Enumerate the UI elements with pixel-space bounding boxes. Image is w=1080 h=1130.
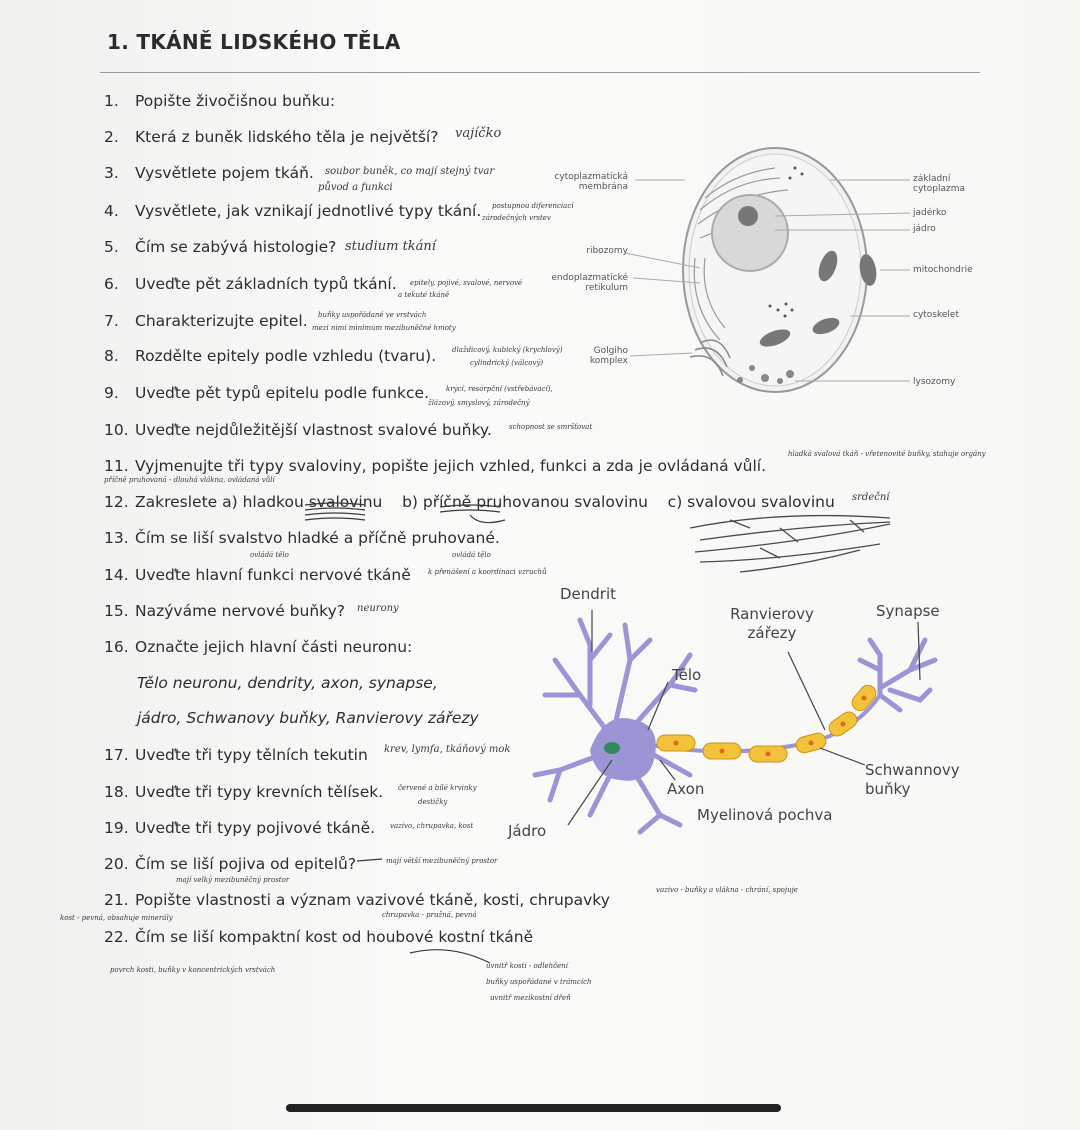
answer-q3-line1: soubor buněk, co mají stejný tvar xyxy=(325,166,495,177)
answer-q2: vajíčko xyxy=(455,126,502,141)
answer-q14: k přenášení a koordinaci vzruchů xyxy=(428,568,547,576)
label-cytoplasmic-membrane: cytoplazmatická membrána xyxy=(554,172,628,192)
answer-q18-line1: červené a bílé krvinky xyxy=(398,784,477,792)
answer-q21-line1: vazivo - buňky a vlákna - chrání, spojuje xyxy=(656,886,798,894)
label-dendrit: Dendrit xyxy=(560,585,617,603)
answer-q17: krev, lymfa, tkáňový mok xyxy=(384,744,511,755)
answer-q22-right-3: uvnitř mezikostní dřeň xyxy=(490,994,571,1002)
neuron-parts-line-1: Tělo neuronu, dendrity, axon, synapse, xyxy=(137,674,438,692)
page-title: 1. TKÁNĚ LIDSKÉHO TĚLA xyxy=(107,30,401,54)
answer-q9-line2: žlázový, smyslový, zárodečný xyxy=(428,399,530,407)
nucleolus xyxy=(738,206,758,226)
question-7: 7. Charakterizujte epitel. xyxy=(104,312,308,330)
label-axon: Axon xyxy=(667,780,705,798)
label-er: endoplazmatické retikulum xyxy=(551,273,628,293)
question-9: 9. Uveďte pět typů epitelu podle funkce. xyxy=(104,384,430,402)
label-schwann: Schwannovy buňky xyxy=(865,761,960,798)
label-lysosomes: lysozomy xyxy=(913,377,956,387)
label-cytoskeleton: cytoskelet xyxy=(913,310,959,320)
answer-q21-line2: chrupavka - pružná, pevná xyxy=(382,911,477,919)
answer-q22-right-2: buňky uspořádané v trámcích xyxy=(486,978,592,986)
question-5: 5. Čím se zabývá histologie? xyxy=(104,238,337,256)
question-14: 14. Uveďte hlavní funkci nervové tkáně xyxy=(104,566,411,584)
question-16: 16. Označte jejich hlavní části neuronu: xyxy=(104,638,413,656)
answer-q6-line2: a tekuté tkáně xyxy=(398,291,450,299)
question-4: 4. Vysvětlete, jak vznikají jednotlivé typy tkání. xyxy=(104,202,482,220)
answer-q21-line3: kost - pevná, obsahuje minerály xyxy=(60,914,173,922)
answer-q8-line1: dlaždicový, kubický (krychlový) xyxy=(452,346,563,354)
question-11: 11. Vyjmenujte tři typy svaloviny, popište jejich vzhled, funkci a zda je ovládaná vůlí. xyxy=(104,457,767,475)
question-13: 13. Čím se liší svalstvo hladké a příčně pruhované. xyxy=(104,529,500,547)
scribble-smooth-muscle xyxy=(305,503,365,520)
label-myelin: Myelinová pochva xyxy=(697,806,833,824)
question-21: 21. Popište vlastnosti a význam vazivové tkáně, kosti, chrupavky xyxy=(104,891,610,909)
answer-q13-right: ovládá tělo xyxy=(452,551,491,559)
question-12: 12. Zakreslete a) hladkou svalovinu b) příčně pruhovanou svalovinu c) svalovou svalovinu xyxy=(104,493,835,511)
label-nucleus: jádro xyxy=(913,224,936,234)
answer-q12: srdeční xyxy=(852,492,890,503)
question-6: 6. Uveďte pět základních typů tkání. xyxy=(104,275,397,293)
answer-q6-line1: epitely, pojivé, svalové, nervové xyxy=(410,279,523,287)
answer-q4-line2: zárodečných vrstev xyxy=(482,214,551,222)
muscle-sketch xyxy=(690,516,890,572)
answer-q8-line2: cylindrický (válcový) xyxy=(470,359,544,367)
question-22: 22. Čím se liší kompaktní kost od houbové kostní tkáně xyxy=(104,928,534,946)
label-mitochondria: mitochondrie xyxy=(913,265,973,275)
question-15: 15. Nazýváme nervové buňky? xyxy=(104,602,345,620)
answer-q13-left: ovládá tělo xyxy=(250,551,289,559)
question-19: 19. Uveďte tři typy pojivové tkáně. xyxy=(104,819,376,837)
label-body: Tělo xyxy=(672,666,702,684)
question-8: 8. Rozdělte epitely podle vzhledu (tvaru). xyxy=(104,347,437,365)
question-1: 1. Popište živočišnou buňku: xyxy=(104,92,336,110)
answer-q20-line1: mají větší mezibuněčný prostor xyxy=(386,857,498,865)
myelin-sheath xyxy=(657,682,879,762)
label-synapse: Synapse xyxy=(876,602,940,620)
answer-q11-line2: příčně pruhovaná - dlouhá vlákna, ovládaná vůlí xyxy=(104,476,275,484)
neuron-parts-line-2: jádro, Schwanovy buňky, Ranvierovy zářezy xyxy=(137,709,479,727)
label-cytoplasm: základní cytoplazma xyxy=(913,174,966,194)
answer-q18-line2: destičky xyxy=(418,798,448,806)
answer-q20-line2: mají velký mezibuněčný prostor xyxy=(176,876,290,884)
label-ribosomes: ribozomy xyxy=(586,246,628,256)
question-20: 20. Čím se liší pojiva od epitelů? xyxy=(104,855,357,873)
question-17: 17. Uveďte tři typy tělních tekutin xyxy=(104,746,368,764)
answer-q5: studium tkání xyxy=(345,239,436,254)
scribble-striated-muscle xyxy=(440,505,500,512)
answer-q10: schopnost se smršťovat xyxy=(509,423,593,431)
question-18: 18. Uveďte tři typy krevních tělísek. xyxy=(104,783,384,801)
answer-q9-line1: krycí, resorpční (vstřebávací), xyxy=(446,385,553,393)
answer-q7-line1: buňky uspořádané ve vrstvách xyxy=(318,311,427,319)
neuron-nucleus xyxy=(604,742,620,754)
answer-q19: vazivo, chrupavka, kost xyxy=(390,822,474,830)
label-nucleus: Jádro xyxy=(508,822,547,840)
neuron-body xyxy=(590,718,656,781)
answer-q3-line2: původ a funkci xyxy=(318,182,393,193)
label-nucleolus: jadérko xyxy=(913,208,947,218)
answer-q11-line1: hladká svalová tkáň - vřetenovité buňky, stahuje orgány xyxy=(788,450,986,458)
question-3: 3. Vysvětlete pojem tkáň. xyxy=(104,164,314,182)
label-golgi: Golgiho komplex xyxy=(589,346,628,366)
label-ranvier: Ranvierovy zářezy xyxy=(730,605,814,642)
home-indicator[interactable] xyxy=(286,1104,781,1112)
question-10: 10. Uveďte nejdůležitější vlastnost svalové buňky. xyxy=(104,421,492,439)
answer-q15: neurony xyxy=(357,603,399,614)
question-2: 2. Která z buněk lidského těla je největší? xyxy=(104,128,439,146)
answer-q4-line1: postupnou diferenciací xyxy=(492,202,574,210)
answer-q22-left: povrch kosti, buňky v koncentrických vrstvách xyxy=(110,966,276,974)
answer-q22-right-1: uvnitř kosti - odlehčení xyxy=(486,962,568,970)
answer-q7-line2: mezi nimi minimum mezibuněčné hmoty xyxy=(312,324,456,332)
